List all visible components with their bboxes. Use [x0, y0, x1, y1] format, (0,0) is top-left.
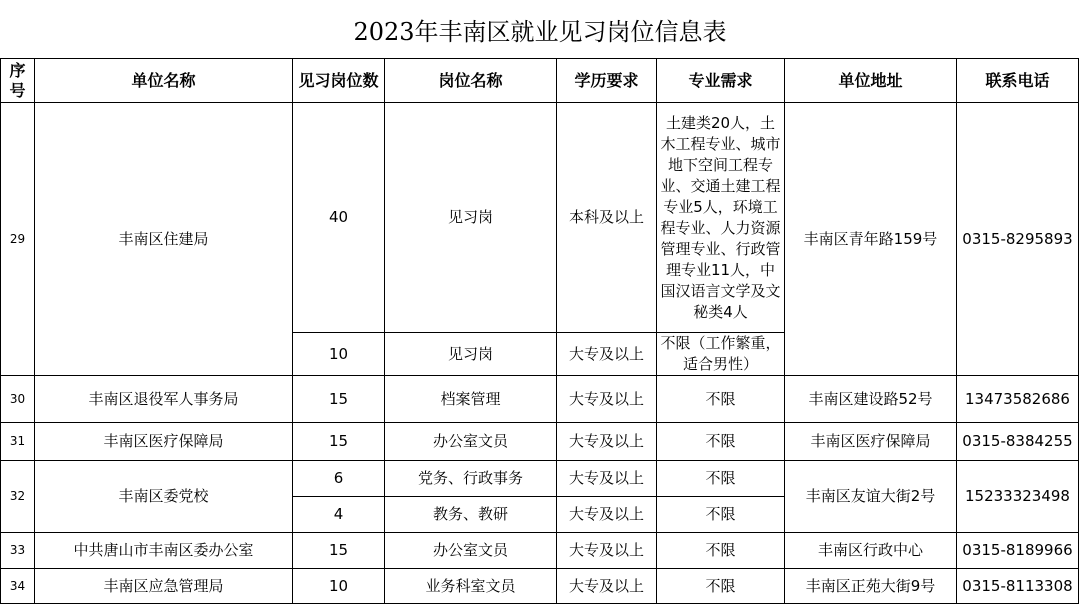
major-cell: 不限（工作繁重，适合男性）	[657, 333, 785, 376]
post-cell: 办公室文员	[385, 533, 557, 569]
major-cell: 不限	[657, 569, 785, 604]
phone-cell: 0315-8113308	[957, 569, 1079, 604]
header-major: 专业需求	[657, 59, 785, 103]
post-cell: 教务、教研	[385, 497, 557, 533]
header-seq: 序号	[1, 59, 35, 103]
address-cell: 丰南区行政中心	[785, 533, 957, 569]
post-cell: 业务科室文员	[385, 569, 557, 604]
table-row	[1, 533, 1079, 569]
major-cell: 不限	[657, 423, 785, 461]
count-cell: 4	[293, 497, 385, 533]
unit-cell: 丰南区退役军人事务局	[35, 376, 293, 423]
table-row	[1, 461, 1079, 497]
unit-cell: 丰南区住建局	[35, 103, 293, 376]
edu-cell: 大专及以上	[557, 376, 657, 423]
header-phone: 联系电话	[957, 59, 1079, 103]
count-cell: 15	[293, 423, 385, 461]
seq-cell: 29	[1, 103, 35, 376]
edu-cell: 大专及以上	[557, 533, 657, 569]
post-cell: 见习岗	[385, 103, 557, 333]
seq-cell: 32	[1, 461, 35, 533]
seq-cell: 30	[1, 376, 35, 423]
header-unit: 单位名称	[35, 59, 293, 103]
count-cell: 15	[293, 376, 385, 423]
post-cell: 党务、行政事务	[385, 461, 557, 497]
header-edu: 学历要求	[557, 59, 657, 103]
header-post: 岗位名称	[385, 59, 557, 103]
unit-cell: 中共唐山市丰南区委办公室	[35, 533, 293, 569]
phone-cell: 0315-8384255	[957, 423, 1079, 461]
post-cell: 见习岗	[385, 333, 557, 376]
table-row	[1, 423, 1079, 461]
major-cell: 土建类20人，土木工程专业、城市地下空间工程专业、交通土建工程专业5人，环境工程专业、人力资源管理专业、行政管理专业11人，中国汉语言文学及文秘类4人	[657, 103, 785, 333]
address-cell: 丰南区医疗保障局	[785, 423, 957, 461]
post-cell: 档案管理	[385, 376, 557, 423]
header-row	[1, 59, 1079, 103]
count-cell: 10	[293, 333, 385, 376]
major-cell: 不限	[657, 497, 785, 533]
table-row	[1, 376, 1079, 423]
edu-cell: 大专及以上	[557, 333, 657, 376]
unit-cell: 丰南区委党校	[35, 461, 293, 533]
edu-cell: 大专及以上	[557, 423, 657, 461]
edu-cell: 本科及以上	[557, 103, 657, 333]
header-count: 见习岗位数	[293, 59, 385, 103]
job-table	[0, 58, 1079, 604]
table-row	[1, 103, 1079, 333]
count-cell: 6	[293, 461, 385, 497]
address-cell: 丰南区建设路52号	[785, 376, 957, 423]
count-cell: 15	[293, 533, 385, 569]
major-cell: 不限	[657, 533, 785, 569]
phone-cell: 0315-8295893	[957, 103, 1079, 376]
major-cell: 不限	[657, 461, 785, 497]
address-cell: 丰南区青年路159号	[785, 103, 957, 376]
phone-cell: 0315-8189966	[957, 533, 1079, 569]
address-cell: 丰南区友谊大街2号	[785, 461, 957, 533]
count-cell: 10	[293, 569, 385, 604]
major-cell: 不限	[657, 376, 785, 423]
edu-cell: 大专及以上	[557, 461, 657, 497]
seq-cell: 34	[1, 569, 35, 604]
address-cell: 丰南区正苑大街9号	[785, 569, 957, 604]
phone-cell: 13473582686	[957, 376, 1079, 423]
edu-cell: 大专及以上	[557, 569, 657, 604]
table-row	[1, 569, 1079, 604]
seq-cell: 33	[1, 533, 35, 569]
count-cell: 40	[293, 103, 385, 333]
unit-cell: 丰南区应急管理局	[35, 569, 293, 604]
seq-cell: 31	[1, 423, 35, 461]
unit-cell: 丰南区医疗保障局	[35, 423, 293, 461]
phone-cell: 15233323498	[957, 461, 1079, 533]
table-title: 2023年丰南区就业见习岗位信息表	[353, 17, 727, 46]
edu-cell: 大专及以上	[557, 497, 657, 533]
header-address: 单位地址	[785, 59, 957, 103]
post-cell: 办公室文员	[385, 423, 557, 461]
